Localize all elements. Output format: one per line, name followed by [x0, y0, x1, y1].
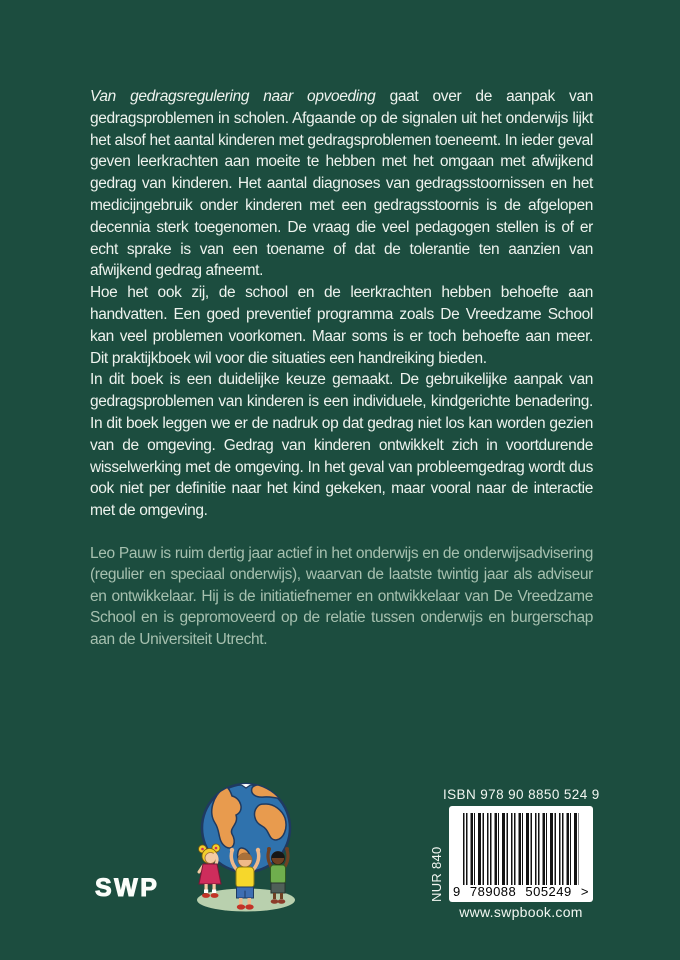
blurb-paragraph-3: In dit boek is een duidelijke keuze gemaakt. De gebruikelijke aanpak van gedragsproblemen van kinderen is een individuele, kindgerichte benadering. In dit boek leggen we er de nadruk op dat gedrag niet los kan worden gezien van de omgeving. Gedrag van kinderen ontwikkelt zich in voortdurende wisselwerking met de omgeving. In het geval van probleemgedrag wordt dus ook niet per definitie naar het kind gekeken, maar vooral naar de interactie met de omgeving.	[90, 371, 593, 520]
isbn-label: ISBN 978 90 8850 524 9	[443, 787, 600, 802]
back-cover-text-column	[90, 86, 593, 650]
author-bio-text: Leo Pauw is ruim dertig jaar actief in het onderwijs en de onderwijsadvisering (regulier en speciaal onderwijs), waarvan de laatste twintig jaar als adviseur en ontwikkelaar. Hij is de initiatiefnemer en ontwikkelaar van De Vreedzame School en is gepromoveerd op de relatie tussen onderwijs en burgerschap aan de Universiteit Utrecht.	[90, 544, 593, 648]
publisher-website: www.swpbook.com	[459, 904, 583, 920]
barcode	[449, 806, 593, 902]
globe-children-illustration	[186, 776, 306, 926]
blurb-text	[90, 86, 593, 522]
barcode-digits: 9 789088 505249 >	[453, 884, 589, 899]
blurb-paragraph-2: Hoe het ook zij, de school en de leerkrachten hebben behoefte aan handvatten. Een goed preventief programma zoals De Vreedzame School kan veel problemen voorkomen. Maar soms is er toch behoefte aan meer. Dit praktijkboek wil voor die situaties een handreiking bieden.	[90, 284, 593, 367]
publisher-logo-swp: SWP	[95, 874, 160, 902]
blurb-paragraph-1	[90, 86, 593, 282]
book-title-italic: Van gedragsregulering naar opvoeding	[90, 88, 376, 105]
barcode-bars	[463, 813, 579, 885]
blurb-paragraph-1-text: gaat over de aanpak van gedragsproblemen in scholen. Afgaande op de signalen uit het onderwijs lijkt het alsof het aantal kinderen met gedragsproblemen toeneemt. In ieder geval geven leerkrachten aan moeite te hebben met het omgaan met afwijkend gedrag van kinderen. Het aantal diagnoses van gedragsstoornissen en het medicijngebruik onder kinderen met een gedragsstoornis is de afgelopen decennia sterk toegenomen. De vraag die veel pedagogen stellen is of er echt sprake is van een toename of dat de tolerantie ten aanzien van afwijkend gedrag afneemt.	[90, 88, 593, 280]
child-girl	[199, 844, 222, 898]
author-bio	[90, 543, 593, 651]
nur-label: NUR 840	[429, 846, 444, 902]
